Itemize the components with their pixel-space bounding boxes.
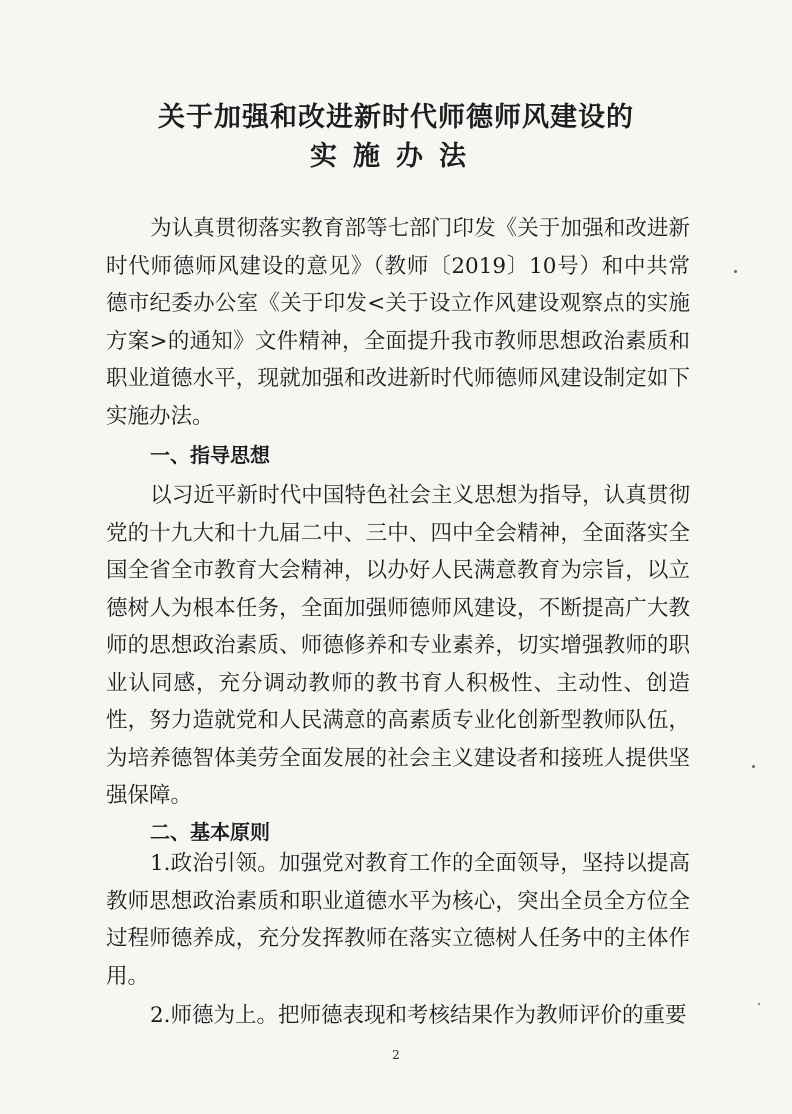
intro-paragraph <box>106 210 690 435</box>
scan-speck <box>758 1003 760 1005</box>
section1-text: 以习近平新时代中国特色社会主义思想为指导，认真贯彻党的十九大和十九届二中、三中、四中全会精神，全面落实全国全省全市教育大会精神，以办好人民满意教育为宗旨，以立德树人为根本任务，全面加强师德师风建设，不断提高广大教师的思想政治素质、师德修养和专业素养，切实增强教师的职业认同感，充分调动教师的教书育人积极性、主动性、创造性，努力造就党和人民满意的高素质专业化创新型教师队伍，为培养德智体美劳全面发展的社会主义建设者和接班人提供坚强保障。 <box>106 483 690 808</box>
section2-heading: 二、基本原则 <box>150 820 270 844</box>
principle2-paragraph <box>106 997 690 1035</box>
intro-text: 为认真贯彻落实教育部等七部门印发《关于加强和改进新时代师德师风建设的意见》（教师〔2019〕10号）和中共常德市纪委办公室《关于印发<关于设立作风建设观察点的实施方案>的通知》文件精神，全面提升我市教师思想政治素质和职业道德水平，现就加强和改进新时代师德师风建设制定如下实施办法。 <box>106 216 690 429</box>
scan-speck <box>752 765 755 768</box>
principle1-text: 1.政治引领。加强党对教育工作的全面领导，坚持以提高教师思想政治素质和职业道德水平为核心，突出全员全方位全过程师德养成，充分发挥教师在落实立德树人任务中的主体作用。 <box>106 851 690 989</box>
section1-paragraph <box>106 477 690 815</box>
page-number: 2 <box>392 1048 400 1062</box>
scan-speck <box>734 270 737 273</box>
document-title-line1: 关于加强和改进新时代师德师风建设的 <box>158 102 634 133</box>
principle2-text: 2.师德为上。把师德表现和考核结果作为教师评价的重要 <box>150 1003 687 1028</box>
section1-heading: 一、指导思想 <box>150 443 270 467</box>
principle1-paragraph <box>106 845 690 995</box>
document-title-line2: 实施办法 <box>310 141 482 172</box>
